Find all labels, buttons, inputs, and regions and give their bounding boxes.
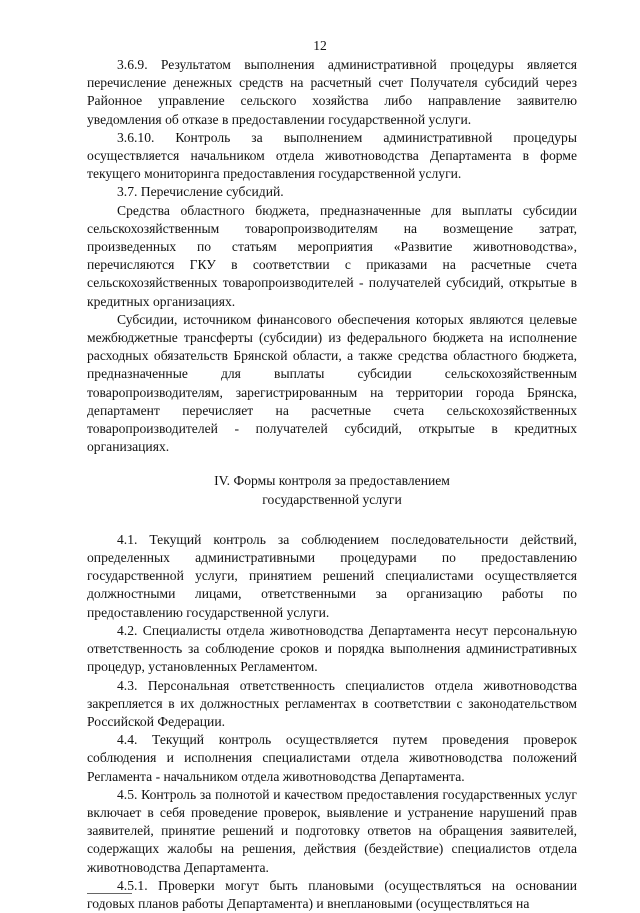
- paragraph-4-4: 4.4. Текущий контроль осуществляется путем проведения проверок соблюдения и исполнения специалистами отдела животноводства положений Регламента - начальником отдела животноводства Департамента.: [87, 732, 577, 784]
- page-number: 12: [313, 38, 327, 53]
- paragraph-3-6-9: 3.6.9. Результатом выполнения административной процедуры является перечисление денежных средств на расчетный счет Получателя субсидий через Районное управление сельского хозяйства либо направление заявителю уведомления об отказе в предоставлении государственной услуги.: [87, 57, 577, 127]
- paragraph-3-6-10: 3.6.10. Контроль за выполнением административной процедуры осуществляется начальником отдела животноводства Департамента в форме текущего мониторинга предоставления государственной услуги.: [87, 129, 577, 182]
- paragraph-regional-budget: Средства областного бюджета, предназначенные для выплаты субсидии сельскохозяйственным товаропроизводителям на возмещение затрат, произведенных по статьям мероприятия «Развитие животноводства», перечисляются ГКУ в соответствии с приказами на расчетные счета сельскохозяйственных товаропроизводителей - получателей субсидий, открытые в кредитных организациях.: [87, 202, 577, 309]
- section-heading: [87, 472, 577, 508]
- paragraph-4-5-1: 4.5.1. Проверки могут быть плановыми (осуществляться на основании годовых планов работы Департамента) и внеплановыми (осуществляться на: [87, 877, 577, 911]
- section-heading-line-1: IV. Формы контроля за предоставлением: [214, 473, 450, 489]
- paragraph-4-2: 4.2. Специалисты отдела животноводства Департамента несут персональную ответственность за соблюдение сроков и порядка выполнения административных процедур, установленных Регламентом.: [87, 622, 577, 675]
- page-content: [87, 56, 577, 913]
- paragraph-4-3: 4.3. Персональная ответственность специалистов отдела животноводства закрепляется в их должностных регламентах в соответствии с законодательством Российской Федерации.: [87, 677, 577, 729]
- footer-divider: [87, 893, 132, 894]
- paragraph-3-7: 3.7. Перечисление субсидий.: [117, 184, 284, 200]
- paragraph-federal-subsidies: Субсидии, источником финансового обеспечения которых являются целевые межбюджетные трансферты (субсидии) из федерального бюджета на исполнение расходных обязательств Брянской области, а также средства областного бюджета, предназначенные для выплаты субсидии сельскохозяйственным товаропроизводителям, зарегистрированным на территории города Брянска, департамент перечисляет на расчетные счета сельскохозяйственных товаропроизводителей - получателей субсидий, открытые в кредитных организациях.: [87, 311, 577, 455]
- paragraph-4-5: 4.5. Контроль за полнотой и качеством предоставления государственных услуг включает в себя проведение проверок, выявление и устранение нарушений прав заявителей, принятие решений и подготовку ответов на обращения заявителей, содержащих жалобы на решения, действия (бездействие) специалистов отдела животноводства Департамента.: [87, 786, 577, 875]
- paragraph-4-1: 4.1. Текущий контроль за соблюдением последовательности действий, определенных административными процедурами по предоставлению государственной услуги, принятием решений специалистами осуществляется должностными лицами, ответственными за организацию работы по предоставлению государственной услуги.: [87, 531, 577, 620]
- section-heading-line-2: государственной услуги: [262, 491, 402, 507]
